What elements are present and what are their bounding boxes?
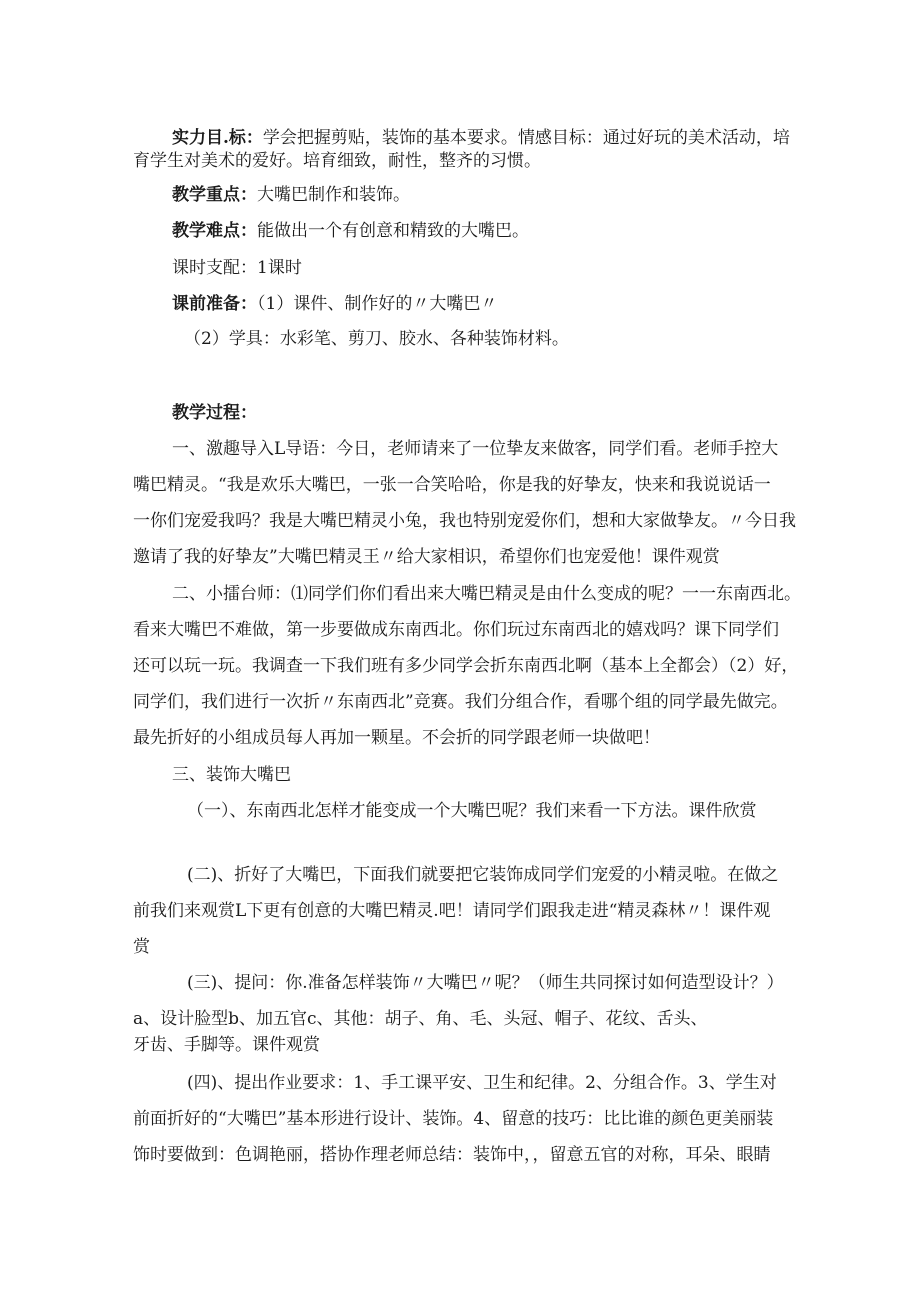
step-four-line-1: (四)、提出作业要求：1、手工课平安、卫生和纪律。2、分组合作。3、学生对 [187, 1073, 777, 1093]
paragraph-intro-line-3: 一你们宠爱我吗？我是大嘴巴精灵小兔，我也特别宠爱你们，想和大家做挚友。〃今日我 [133, 511, 796, 531]
step-two-line-3: 赏 [133, 937, 150, 957]
paragraph-arena-line-2: 看来大嘴巴不难做，第一步要做成东南西北。你们玩过东南西北的嬉戏吗？课下同学们 [133, 620, 779, 640]
paragraph-arena-line-1: 二、小擂台师：⑴同学们你们看出来大嘴巴精灵是由什么变成的呢？一一东南西北。 [172, 584, 801, 604]
step-three-line-3: 牙齿、手脚等。课件观赏 [133, 1035, 320, 1055]
ability-goal-label: 实力目.标： [172, 128, 263, 148]
key-point-line [172, 183, 410, 207]
paragraph-intro-line-4: 邀请了我的好挚友”大嘴巴精灵王〃给大家相识，希望你们也宠爱他！课件观赏 [133, 547, 720, 567]
preparation-line [172, 292, 497, 316]
step-two-line-2: 前我们来观赏L下更有创意的大嘴巴精灵.吧！请同学们跟我走进“精灵森林〃！课件观 [133, 901, 771, 921]
paragraph-arena-line-4: 同学们，我们进行一次折〃东南西北”竞赛。我们分组合作，看哪个组的同学最先做完。 [133, 692, 788, 712]
section-three-heading: 三、装饰大嘴巴 [172, 765, 291, 785]
preparation-label: 课前准备： [172, 294, 257, 314]
step-four-line-3: 饰时要做到：色调艳丽，搭协作理老师总结：装饰中，，留意五官的对称，耳朵、眼睛 [133, 1145, 771, 1165]
process-heading: 教学过程： [172, 403, 257, 423]
step-one-line: （一）、东南西北怎样才能变成一个大嘴巴呢？我们来看一下方法。课件欣赏 [187, 801, 757, 821]
difficulty-line [172, 219, 529, 243]
class-hours-line: 课时支配：1课时 [172, 258, 302, 278]
ability-goal-line [172, 126, 790, 150]
paragraph-arena-line-5: 最先折好的小组成员每人再加一颗星。不会折的同学跟老师一块做吧！ [133, 728, 660, 748]
key-point-label: 教学重点： [172, 185, 257, 205]
step-three-line-2: a、设计脸型b、加五官c、其他：胡子、角、毛、头冠、帽子、花纹、舌头、 [133, 1009, 708, 1029]
paragraph-intro-line-2: 嘴巴精灵。“我是欢乐大嘴巴，一张一合笑哈哈，你是我的好挚友，快来和我说说话一 [133, 475, 771, 495]
difficulty-text: 能做出一个有创意和精致的大嘴巴。 [257, 221, 529, 241]
ability-goal-text: 学会把握剪贴，装饰的基本要求。情感目标：通过好玩的美术活动，培 [262, 128, 790, 148]
preparation-text: （1）课件、制作好的〃大嘴巴〃 [257, 294, 498, 314]
emotion-goal-continuation: 育学生对美术的爱好。培育细致，耐性，整齐的习惯。 [133, 151, 541, 171]
key-point-text: 大嘴巴制作和装饰。 [257, 185, 410, 205]
paragraph-arena-line-3: 还可以玩一玩。我调查一下我们班有多少同学会折东南西北啊（基本上全都会）（2）好， [133, 656, 799, 676]
step-two-line-1: (二)、折好了大嘴巴，下面我们就要把它装饰成同学们宠爱的小精灵啦。在做之 [187, 865, 779, 885]
student-tools-line: （2）学具：水彩笔、剪刀、胶水、各种装饰材料。 [184, 329, 569, 349]
difficulty-label: 教学难点： [172, 221, 257, 241]
paragraph-intro-line-1: 一、激趣导入L导语：今日，老师请来了一位挚友来做客，同学们看。老师手控大 [172, 439, 779, 459]
step-three-line-1: (三)、提问：你.准备怎样装饰〃大嘴巴〃呢？（师生共同探讨如何造型设计？） [187, 973, 784, 993]
step-four-line-2: 前面折好的“大嘴巴”基本形进行设计、装饰。4、留意的技巧：比比谁的颜色更美丽装 [133, 1109, 774, 1129]
